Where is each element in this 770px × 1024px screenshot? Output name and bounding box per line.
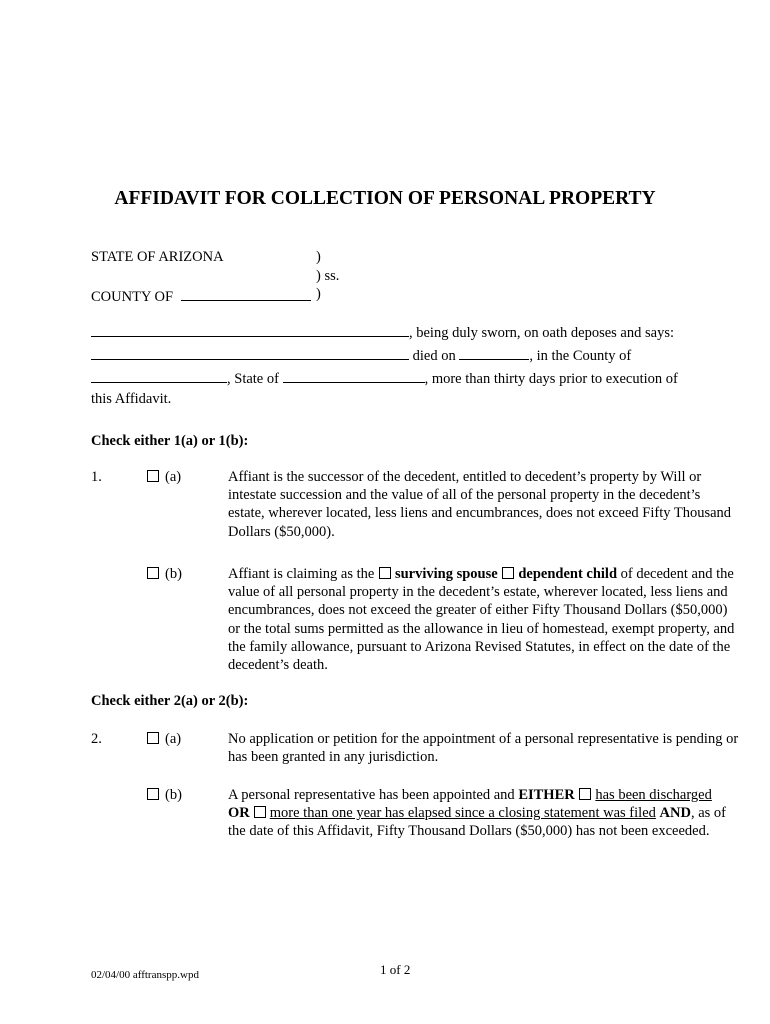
checkbox-dependent-child[interactable] xyxy=(502,567,514,579)
county-label: COUNTY OF xyxy=(91,289,174,305)
1b-text-start: Affiant is claiming as the xyxy=(228,566,375,582)
in-county-text: , in the County of xyxy=(529,348,632,364)
section-1a-text: Affiant is the successor of the decedent, entitled to decedent’s property by Will or intestate succession and the value of all of the personal property in the decedent’s estate, wherever located, less liens and encumbrances, does not exceed Fifty Thousand Dollars ($50,000). xyxy=(228,469,732,540)
section-2a-text: No application or petition for the appointment of a personal representative is pending or has been granted in any jurisdiction. xyxy=(228,731,739,766)
page-number: 1 of 2 xyxy=(380,962,411,977)
and-text: AND xyxy=(659,805,691,822)
county-of-death-blank[interactable] xyxy=(91,368,227,383)
checkbox-2a[interactable] xyxy=(147,732,159,744)
surviving-spouse-label: surviving spouse xyxy=(394,566,498,582)
label-1b: (b) xyxy=(165,566,182,582)
affiant-name-blank[interactable] xyxy=(91,322,409,337)
dependent-child-label: dependent child xyxy=(518,566,618,582)
checkbox-surviving-spouse[interactable] xyxy=(379,567,391,579)
this-affidavit-text: this Affidavit. xyxy=(91,391,172,407)
paren-1: ) xyxy=(316,249,321,265)
either-text: EITHER xyxy=(518,787,575,803)
document-title: AFFIDAVIT FOR COLLECTION OF PERSONAL PROPERTY xyxy=(114,188,656,209)
date-of-death-blank[interactable] xyxy=(459,345,529,360)
section-2-number: 2. xyxy=(91,731,102,747)
or-text: OR xyxy=(228,805,250,822)
intro-line-1-text: , being duly sworn, on oath deposes and says: xyxy=(409,325,674,341)
state-of-death-blank[interactable] xyxy=(283,368,425,383)
section-2b-option[interactable] xyxy=(147,787,182,804)
section-1b-option[interactable] xyxy=(147,566,182,583)
state-of-text: , State of xyxy=(227,371,279,387)
checkbox-1a[interactable] xyxy=(147,470,159,482)
label-1a: (a) xyxy=(165,469,182,485)
section-2-heading: Check either 2(a) or 2(b): xyxy=(91,693,249,709)
section-1a-option[interactable] xyxy=(147,469,181,486)
label-2b: (b) xyxy=(165,787,182,803)
elapsed-text: more than one year has elapsed since a closing statement was filed xyxy=(269,805,656,822)
intro-line-3 xyxy=(91,368,678,388)
footer-file-ref: 02/04/00 afftranspp.wpd xyxy=(91,969,199,981)
decedent-name-blank[interactable] xyxy=(91,345,409,360)
section-2a-option[interactable] xyxy=(147,731,181,748)
checkbox-discharged[interactable] xyxy=(579,788,591,800)
checkbox-1b[interactable] xyxy=(147,567,159,579)
1b-text-rest: of decedent and the value of all personal property in the decedent’s estate, wherever located, less liens and encumbrances, does not exceed the greater of either Fifty Thousand Dollars ($50,000) or the total sums permitted as the allowance in lieu of homestead, exempt property, and the family allowance, pursuant to Arizona Revised Statutes, in effect on the date of the decedent’s death. xyxy=(228,566,735,674)
section-2b-text xyxy=(228,786,728,841)
section-1-number: 1. xyxy=(91,469,102,485)
intro-line-1 xyxy=(91,322,674,342)
label-2a: (a) xyxy=(165,731,182,747)
died-on-text: died on xyxy=(412,348,456,364)
county-blank[interactable] xyxy=(181,286,311,301)
2b-text-rest: , as of the date of this Affidavit, Fifty Thousand Dollars ($50,000) has not been exceeded. xyxy=(228,805,726,840)
checkbox-2b[interactable] xyxy=(147,788,159,800)
more-than-text: , more than thirty days prior to execution of xyxy=(424,371,678,387)
discharged-text: has been discharged xyxy=(595,787,712,803)
county-row xyxy=(91,286,311,306)
state-label: STATE OF ARIZONA xyxy=(91,249,224,265)
intro-line-2 xyxy=(91,345,631,365)
checkbox-elapsed[interactable] xyxy=(254,806,266,818)
section-1b-text xyxy=(228,565,740,674)
paren-3: ) xyxy=(316,286,321,302)
2b-text-start: A personal representative has been appointed and xyxy=(228,787,515,803)
paren-ss: ) ss. xyxy=(316,268,340,284)
section-1-heading: Check either 1(a) or 1(b): xyxy=(91,433,249,449)
